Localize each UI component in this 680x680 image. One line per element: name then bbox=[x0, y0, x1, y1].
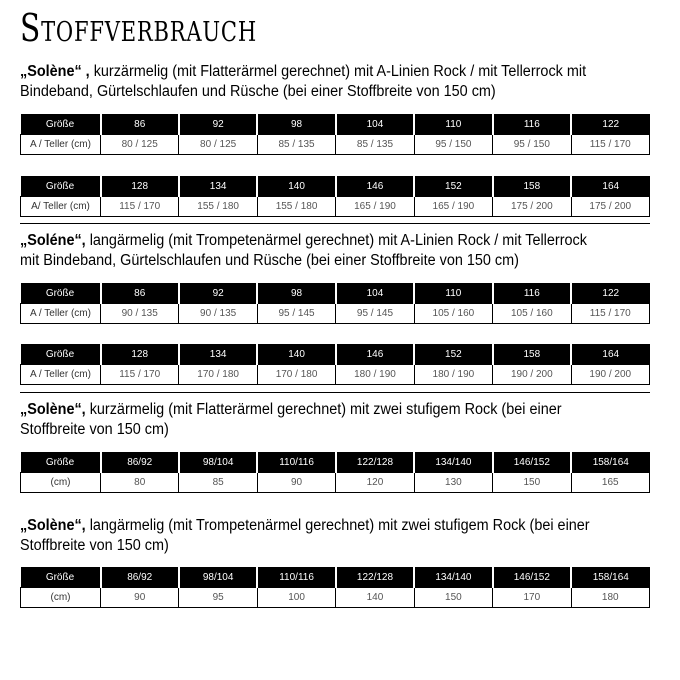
section-description bbox=[20, 231, 620, 271]
fabric-value-cell: 80 bbox=[101, 473, 179, 493]
fabric-value-cell: 95 / 145 bbox=[257, 304, 335, 324]
description-line: mit Bindeband, Gürtelschlaufen und Rüsche (bei einer Stoffbreite von 150 cm) bbox=[20, 252, 519, 269]
size-table bbox=[20, 283, 650, 324]
size-table bbox=[20, 452, 650, 493]
size-header-cell: 116 bbox=[493, 114, 571, 135]
section-description bbox=[20, 516, 620, 556]
fabric-value-cell: 80 / 125 bbox=[179, 135, 257, 155]
size-header-cell: 86 bbox=[101, 283, 179, 304]
size-header-cell: 86/92 bbox=[101, 567, 179, 588]
size-header-cell: 140 bbox=[257, 176, 335, 197]
size-header-cell: 158 bbox=[493, 176, 571, 197]
section-description bbox=[20, 400, 620, 440]
section-divider bbox=[20, 223, 650, 224]
size-header-cell: 152 bbox=[414, 176, 492, 197]
fabric-value-cell: 90 bbox=[101, 588, 179, 608]
table-row bbox=[21, 365, 650, 385]
size-table bbox=[20, 114, 650, 155]
fabric-value-cell: 130 bbox=[414, 473, 492, 493]
size-header-cell: 104 bbox=[336, 114, 414, 135]
fabric-value-cell: 80 / 125 bbox=[101, 135, 179, 155]
size-header-cell: 134 bbox=[179, 176, 257, 197]
size-header-cell: 164 bbox=[571, 344, 649, 365]
table-header-row bbox=[21, 452, 650, 473]
fabric-value-cell: 105 / 160 bbox=[414, 304, 492, 324]
description-line: kurzärmelig (mit Flatterärmel gerechnet) mit A-Linien Rock / mit Tellerrock mit bbox=[89, 63, 587, 80]
page-title: Stoffverbrauch bbox=[20, 6, 257, 50]
size-header-cell: 122/128 bbox=[336, 567, 414, 588]
size-header-cell: 152 bbox=[414, 344, 492, 365]
size-header-cell: 110 bbox=[414, 283, 492, 304]
fabric-value-cell: 115 / 170 bbox=[101, 365, 179, 385]
fabric-value-cell: 115 / 170 bbox=[101, 197, 179, 217]
table-header-row bbox=[21, 114, 650, 135]
row-label: (cm) bbox=[21, 588, 101, 608]
row-label: A / Teller (cm) bbox=[21, 135, 101, 155]
size-header-cell: 146 bbox=[336, 344, 414, 365]
size-header-cell: 122 bbox=[571, 283, 649, 304]
size-header-cell: 146/152 bbox=[493, 567, 571, 588]
fabric-value-cell: 180 / 190 bbox=[414, 365, 492, 385]
size-header-cell: 110/116 bbox=[257, 567, 335, 588]
size-table bbox=[20, 344, 650, 385]
fabric-value-cell: 90 bbox=[257, 473, 335, 493]
fabric-value-cell: 120 bbox=[336, 473, 414, 493]
fabric-value-cell: 165 / 190 bbox=[336, 197, 414, 217]
size-header-label: Größe bbox=[21, 344, 101, 365]
fabric-value-cell: 140 bbox=[336, 588, 414, 608]
size-header-cell: 116 bbox=[493, 283, 571, 304]
description-line: Stoffbreite von 150 cm) bbox=[20, 537, 169, 554]
size-header-cell: 158/164 bbox=[571, 452, 649, 473]
size-header-cell: 122/128 bbox=[336, 452, 414, 473]
fabric-value-cell: 170 bbox=[493, 588, 571, 608]
table-row bbox=[21, 588, 650, 608]
table-header-row bbox=[21, 283, 650, 304]
row-label: A/ Teller (cm) bbox=[21, 197, 101, 217]
size-header-cell: 92 bbox=[179, 114, 257, 135]
fabric-value-cell: 90 / 135 bbox=[101, 304, 179, 324]
row-label: (cm) bbox=[21, 473, 101, 493]
size-header-cell: 98 bbox=[257, 283, 335, 304]
table-header-row bbox=[21, 344, 650, 365]
section-divider bbox=[20, 392, 650, 393]
fabric-value-cell: 95 / 150 bbox=[414, 135, 492, 155]
size-header-cell: 110 bbox=[414, 114, 492, 135]
size-header-cell: 86/92 bbox=[101, 452, 179, 473]
size-header-label: Größe bbox=[21, 283, 101, 304]
fabric-value-cell: 90 / 135 bbox=[179, 304, 257, 324]
table-header-row bbox=[21, 176, 650, 197]
product-name: „Soléne“, bbox=[20, 232, 86, 249]
size-header-cell: 98 bbox=[257, 114, 335, 135]
fabric-value-cell: 95 bbox=[179, 588, 257, 608]
size-header-label: Größe bbox=[21, 567, 101, 588]
table-row bbox=[21, 304, 650, 324]
fabric-value-cell: 95 / 145 bbox=[336, 304, 414, 324]
fabric-value-cell: 170 / 180 bbox=[179, 365, 257, 385]
size-header-label: Größe bbox=[21, 114, 101, 135]
fabric-value-cell: 170 / 180 bbox=[257, 365, 335, 385]
size-header-cell: 98/104 bbox=[179, 452, 257, 473]
description-line: langärmelig (mit Trompetenärmel gerechnet) mit zwei stufigem Rock (bei einer bbox=[85, 517, 590, 534]
table-row bbox=[21, 197, 650, 217]
table-row bbox=[21, 473, 650, 493]
size-header-cell: 110/116 bbox=[257, 452, 335, 473]
size-header-cell: 128 bbox=[101, 344, 179, 365]
size-header-cell: 158/164 bbox=[571, 567, 649, 588]
fabric-value-cell: 105 / 160 bbox=[493, 304, 571, 324]
table-header-row bbox=[21, 567, 650, 588]
fabric-value-cell: 115 / 170 bbox=[571, 304, 649, 324]
table-row bbox=[21, 135, 650, 155]
fabric-value-cell: 100 bbox=[257, 588, 335, 608]
fabric-value-cell: 165 / 190 bbox=[414, 197, 492, 217]
product-name: „Solène“ , bbox=[20, 63, 90, 80]
fabric-value-cell: 150 bbox=[414, 588, 492, 608]
fabric-value-cell: 150 bbox=[493, 473, 571, 493]
size-header-cell: 146/152 bbox=[493, 452, 571, 473]
size-header-cell: 92 bbox=[179, 283, 257, 304]
product-name: „Solène“, bbox=[20, 401, 86, 418]
fabric-value-cell: 155 / 180 bbox=[257, 197, 335, 217]
fabric-value-cell: 180 bbox=[571, 588, 649, 608]
fabric-value-cell: 85 bbox=[179, 473, 257, 493]
fabric-value-cell: 85 / 135 bbox=[336, 135, 414, 155]
size-header-label: Größe bbox=[21, 452, 101, 473]
size-header-cell: 98/104 bbox=[179, 567, 257, 588]
size-header-label: Größe bbox=[21, 176, 101, 197]
size-header-cell: 134 bbox=[179, 344, 257, 365]
fabric-value-cell: 175 / 200 bbox=[493, 197, 571, 217]
size-header-cell: 122 bbox=[571, 114, 649, 135]
fabric-value-cell: 180 / 190 bbox=[336, 365, 414, 385]
size-header-cell: 146 bbox=[336, 176, 414, 197]
row-label: A / Teller (cm) bbox=[21, 304, 101, 324]
size-header-cell: 158 bbox=[493, 344, 571, 365]
fabric-value-cell: 190 / 200 bbox=[493, 365, 571, 385]
size-table bbox=[20, 176, 650, 217]
description-line: langärmelig (mit Trompetenärmel gerechnet) mit A-Linien Rock / mit Tellerrock bbox=[85, 232, 587, 249]
fabric-value-cell: 190 / 200 bbox=[571, 365, 649, 385]
description-line: kurzärmelig (mit Flatterärmel gerechnet) mit zwei stufigem Rock (bei einer bbox=[85, 401, 562, 418]
size-header-cell: 104 bbox=[336, 283, 414, 304]
size-header-cell: 134/140 bbox=[414, 452, 492, 473]
size-header-cell: 86 bbox=[101, 114, 179, 135]
fabric-value-cell: 115 / 170 bbox=[571, 135, 649, 155]
fabric-value-cell: 165 bbox=[571, 473, 649, 493]
size-table bbox=[20, 567, 650, 608]
description-line: Bindeband, Gürtelschlaufen und Rüsche (bei einer Stoffbreite von 150 cm) bbox=[20, 83, 496, 100]
size-header-cell: 134/140 bbox=[414, 567, 492, 588]
product-name: „Solène“, bbox=[20, 517, 86, 534]
size-header-cell: 164 bbox=[571, 176, 649, 197]
section-description bbox=[20, 62, 620, 102]
description-line: Stoffbreite von 150 cm) bbox=[20, 421, 169, 438]
fabric-value-cell: 85 / 135 bbox=[257, 135, 335, 155]
row-label: A / Teller (cm) bbox=[21, 365, 101, 385]
fabric-value-cell: 95 / 150 bbox=[493, 135, 571, 155]
size-header-cell: 128 bbox=[101, 176, 179, 197]
fabric-value-cell: 155 / 180 bbox=[179, 197, 257, 217]
fabric-value-cell: 175 / 200 bbox=[571, 197, 649, 217]
size-header-cell: 140 bbox=[257, 344, 335, 365]
